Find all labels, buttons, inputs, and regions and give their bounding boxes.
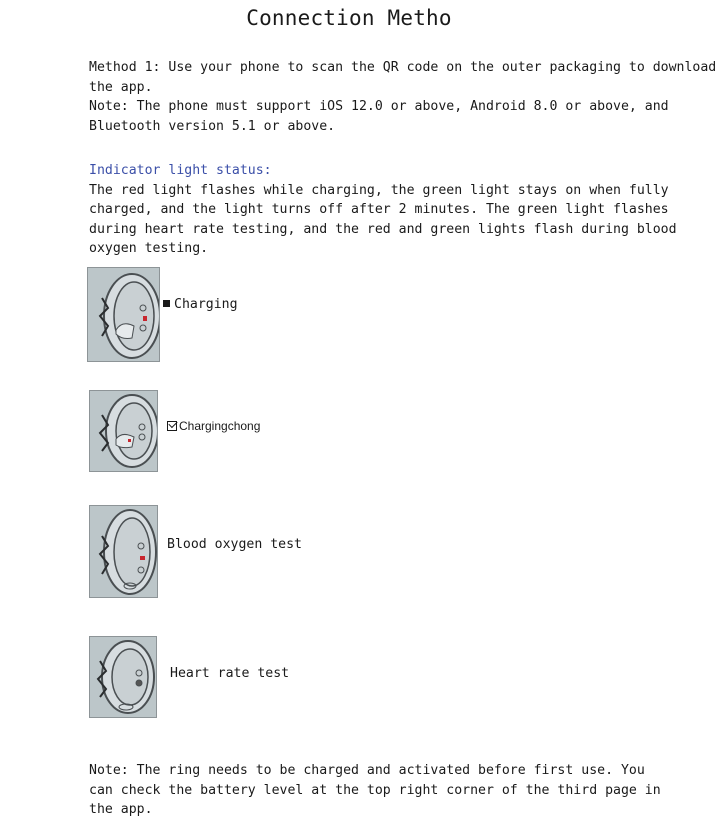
item-label-heart-rate: Heart rate test (170, 666, 290, 681)
ring-heart-rate-illustration (89, 636, 157, 718)
text-line: charged, and the light turns off after 2 minutes. The green light flashes (89, 202, 669, 218)
page-title: Connection Metho (246, 6, 452, 30)
item-label-text: Chargingchong (179, 419, 261, 433)
ring-blood-oxygen-illustration (89, 505, 158, 598)
text-line: can check the battery level at the top right corner of the third page in (89, 782, 661, 798)
item-label-blood-oxygen: Blood oxygen test (167, 537, 302, 552)
text-line: during heart rate testing, and the red and green lights flash during blood (89, 221, 677, 237)
note-paragraph (89, 761, 661, 820)
ring-charging-illustration (87, 267, 160, 362)
item-label-charged (167, 419, 260, 433)
text-line: the app. (89, 79, 153, 95)
ring-heart-rate-icon (90, 637, 156, 717)
item-label-text: Charging (174, 297, 238, 312)
text-line: Note: The phone must support iOS 12.0 or above, Android 8.0 or above, and (89, 99, 669, 115)
checkbox-checked-icon (167, 421, 177, 431)
text-line: Method 1: Use your phone to scan the QR code on the outer packaging to download (89, 60, 717, 75)
method-1-paragraph (89, 58, 717, 136)
text-line: Bluetooth version 5.1 or above. (89, 118, 336, 134)
item-label-charging (163, 297, 238, 312)
ring-charged-icon (90, 391, 157, 471)
text-line: Note: The ring needs to be charged and activated before first use. You (89, 763, 645, 778)
square-bullet-icon (163, 300, 170, 307)
ring-charging-icon (88, 268, 159, 361)
ring-blood-oxygen-icon (90, 506, 157, 597)
indicator-section (89, 161, 677, 259)
text-line: oxygen testing. (89, 241, 209, 257)
text-line: The red light flashes while charging, the green light stays on when fully (89, 182, 669, 198)
text-line: the app. (89, 802, 153, 818)
ring-charged-illustration (89, 390, 158, 472)
indicator-heading: Indicator light status: (89, 163, 272, 178)
